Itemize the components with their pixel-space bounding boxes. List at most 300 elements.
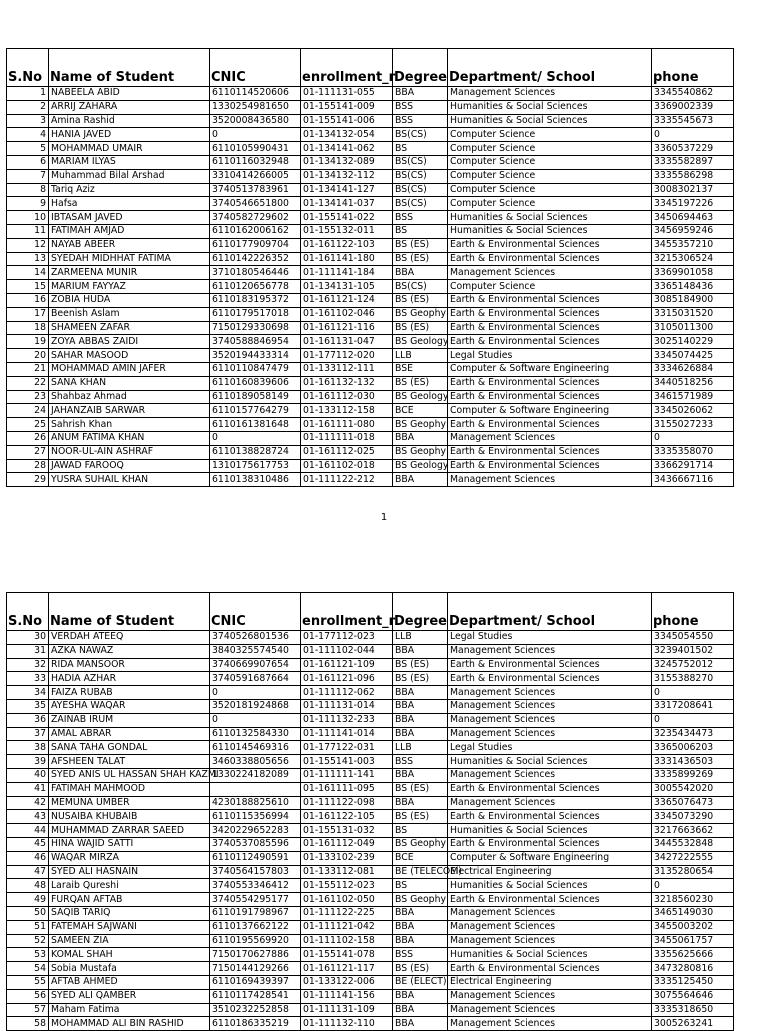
cell-degree: BSE: [393, 362, 448, 376]
header-phone: phone: [652, 49, 734, 87]
cell-cnic: 3740582729602: [210, 211, 301, 225]
cell-sno: 48: [7, 879, 49, 893]
table-row: [7, 376, 734, 390]
cell-degree: BS(CS): [393, 183, 448, 197]
cell-degree: BBA: [393, 431, 448, 445]
table-row: [7, 114, 734, 128]
table-row: [7, 644, 734, 658]
cell-phone: 3008302137: [652, 183, 734, 197]
cell-phone: 3345540862: [652, 87, 734, 101]
cell-cnic: 7150170627886: [210, 948, 301, 962]
cell-sno: 54: [7, 962, 49, 976]
cell-cnic: 6110115356994: [210, 810, 301, 824]
cell-cnic: 6110112490591: [210, 851, 301, 865]
cell-cnic: 3460338805656: [210, 755, 301, 769]
cell-sno: 7: [7, 169, 49, 183]
cell-phone: 3245752012: [652, 658, 734, 672]
table-row: [7, 418, 734, 432]
cell-name: SANA TAHA GONDAL: [49, 741, 210, 755]
cell-sno: 26: [7, 431, 49, 445]
cell-department: Legal Studies: [448, 631, 652, 645]
cell-enrollment: 01-134141-037: [301, 197, 393, 211]
cell-phone: 3335582897: [652, 155, 734, 169]
table-row: [7, 658, 734, 672]
cell-degree: BBA: [393, 796, 448, 810]
cell-phone: 3345026062: [652, 404, 734, 418]
cell-enrollment: 01-155132-011: [301, 224, 393, 238]
cell-enrollment: 01-111141-156: [301, 989, 393, 1003]
cell-name: AZKA NAWAZ: [49, 644, 210, 658]
student-table: [6, 592, 734, 1031]
cell-degree: BS (ES): [393, 238, 448, 252]
cell-cnic: 3520194433314: [210, 349, 301, 363]
cell-sno: 19: [7, 335, 49, 349]
cell-phone: 3105011300: [652, 321, 734, 335]
cell-degree: BS(CS): [393, 280, 448, 294]
cell-sno: 11: [7, 224, 49, 238]
cell-name: ZOBIA HUDA: [49, 293, 210, 307]
cell-enrollment: 01-111112-062: [301, 686, 393, 700]
cell-sno: 21: [7, 362, 49, 376]
cell-degree: BS (ES): [393, 658, 448, 672]
cell-enrollment: 01-111131-014: [301, 699, 393, 713]
cell-degree: BS (ES): [393, 376, 448, 390]
cell-name: SANA KHAN: [49, 376, 210, 390]
cell-enrollment: 01-161121-116: [301, 321, 393, 335]
cell-cnic: 6110110847479: [210, 362, 301, 376]
cell-phone: 3365148436: [652, 280, 734, 294]
cell-department: Management Sciences: [448, 796, 652, 810]
cell-name: Muhammad Bilal Arshad: [49, 169, 210, 183]
cell-phone: 3365006203: [652, 741, 734, 755]
cell-degree: BBA: [393, 1003, 448, 1017]
cell-cnic: 6110186335219: [210, 1017, 301, 1031]
cell-phone: 0: [652, 879, 734, 893]
cell-cnic: 3740554295177: [210, 893, 301, 907]
cell-department: Earth & Environmental Sciences: [448, 252, 652, 266]
cell-cnic: 6110169439397: [210, 975, 301, 989]
cell-name: Sahrish Khan: [49, 418, 210, 432]
cell-name: KOMAL SHAH: [49, 948, 210, 962]
table-row: [7, 755, 734, 769]
cell-name: AYESHA WAQAR: [49, 699, 210, 713]
cell-sno: 16: [7, 293, 49, 307]
cell-enrollment: 01-161102-018: [301, 459, 393, 473]
cell-phone: 3455061757: [652, 934, 734, 948]
cell-name: Maham Fatima: [49, 1003, 210, 1017]
cell-phone: 3315031520: [652, 307, 734, 321]
cell-cnic: 0: [210, 686, 301, 700]
cell-phone: 3355625666: [652, 948, 734, 962]
cell-department: Management Sciences: [448, 87, 652, 101]
cell-enrollment: 01-161122-103: [301, 238, 393, 252]
cell-sno: 12: [7, 238, 49, 252]
cell-sno: 49: [7, 893, 49, 907]
cell-degree: BBA: [393, 473, 448, 487]
cell-phone: 0: [652, 128, 734, 142]
table-row: [7, 390, 734, 404]
cell-sno: 40: [7, 768, 49, 782]
cell-degree: BS Geology: [393, 459, 448, 473]
cell-degree: BS (ES): [393, 672, 448, 686]
cell-sno: 35: [7, 699, 49, 713]
cell-name: ZAINAB IRUM: [49, 713, 210, 727]
cell-degree: BBA: [393, 87, 448, 101]
cell-degree: BS(CS): [393, 128, 448, 142]
cell-degree: BS (ES): [393, 252, 448, 266]
cell-phone: 3369002339: [652, 100, 734, 114]
cell-sno: 34: [7, 686, 49, 700]
cell-department: Earth & Environmental Sciences: [448, 321, 652, 335]
cell-department: Humanities & Social Sciences: [448, 114, 652, 128]
cell-enrollment: 01-111132-110: [301, 1017, 393, 1031]
table-row: [7, 266, 734, 280]
cell-cnic: 6110183195372: [210, 293, 301, 307]
cell-department: Humanities & Social Sciences: [448, 211, 652, 225]
cell-enrollment: 01-177122-031: [301, 741, 393, 755]
cell-phone: 3365076473: [652, 796, 734, 810]
cell-department: Management Sciences: [448, 934, 652, 948]
cell-department: Humanities & Social Sciences: [448, 948, 652, 962]
cell-cnic: 1310175617753: [210, 459, 301, 473]
cell-phone: 3450694463: [652, 211, 734, 225]
cell-phone: 3345054550: [652, 631, 734, 645]
cell-degree: BCE: [393, 851, 448, 865]
cell-sno: 51: [7, 920, 49, 934]
table-row: [7, 224, 734, 238]
header-department: Department/ School: [448, 593, 652, 631]
table-row: [7, 335, 734, 349]
cell-enrollment: 01-161102-050: [301, 893, 393, 907]
cell-phone: 3440518256: [652, 376, 734, 390]
cell-department: Management Sciences: [448, 699, 652, 713]
cell-department: Management Sciences: [448, 473, 652, 487]
cell-cnic: 3420229652283: [210, 824, 301, 838]
cell-enrollment: 01-155141-003: [301, 755, 393, 769]
table-row: [7, 948, 734, 962]
cell-enrollment: 01-155141-078: [301, 948, 393, 962]
cell-degree: BS: [393, 224, 448, 238]
table-row: [7, 183, 734, 197]
cell-department: Computer Science: [448, 197, 652, 211]
cell-department: Computer Science: [448, 183, 652, 197]
cell-phone: 3335358070: [652, 445, 734, 459]
table-row: [7, 445, 734, 459]
cell-enrollment: 01-133112-081: [301, 865, 393, 879]
cell-name: SAHAR MASOOD: [49, 349, 210, 363]
cell-phone: 3217663662: [652, 824, 734, 838]
cell-name: JAWAD FAROOQ: [49, 459, 210, 473]
cell-department: Computer & Software Engineering: [448, 404, 652, 418]
cell-enrollment: 01-177112-020: [301, 349, 393, 363]
cell-cnic: 6110116032948: [210, 155, 301, 169]
cell-department: Earth & Environmental Sciences: [448, 810, 652, 824]
table-row: [7, 672, 734, 686]
cell-phone: 0: [652, 431, 734, 445]
cell-name: SYED ALI QAMBER: [49, 989, 210, 1003]
cell-name: HANIA JAVED: [49, 128, 210, 142]
cell-enrollment: 01-134132-054: [301, 128, 393, 142]
cell-degree: BS(CS): [393, 169, 448, 183]
cell-degree: BS: [393, 824, 448, 838]
cell-phone: 3345074425: [652, 349, 734, 363]
page-number: 1: [380, 512, 388, 523]
table-row: [7, 920, 734, 934]
table-row: [7, 782, 734, 796]
table-row: [7, 87, 734, 101]
table-row: [7, 197, 734, 211]
cell-enrollment: 01-111131-055: [301, 87, 393, 101]
table-row: [7, 962, 734, 976]
cell-phone: 3455003202: [652, 920, 734, 934]
cell-sno: 56: [7, 989, 49, 1003]
cell-enrollment: 01-134132-089: [301, 155, 393, 169]
cell-sno: 28: [7, 459, 49, 473]
table-row: [7, 824, 734, 838]
student-table: [6, 48, 734, 487]
cell-degree: BS Geology: [393, 335, 448, 349]
cell-department: Earth & Environmental Sciences: [448, 335, 652, 349]
cell-name: FATEMAH SAJWANI: [49, 920, 210, 934]
cell-cnic: 6110142226352: [210, 252, 301, 266]
cell-enrollment: 01-133112-158: [301, 404, 393, 418]
cell-phone: 3075564646: [652, 989, 734, 1003]
cell-name: AFSHEEN TALAT: [49, 755, 210, 769]
table-row: [7, 686, 734, 700]
cell-phone: 3465149030: [652, 906, 734, 920]
cell-name: AMAL ABRAR: [49, 727, 210, 741]
cell-name: MOHAMMAD AMIN JAFER: [49, 362, 210, 376]
cell-department: Humanities & Social Sciences: [448, 100, 652, 114]
cell-name: SYED ANIS UL HASSAN SHAH KAZMI: [49, 768, 210, 782]
cell-sno: 44: [7, 824, 49, 838]
cell-sno: 46: [7, 851, 49, 865]
cell-enrollment: 01-161141-180: [301, 252, 393, 266]
cell-phone: 0: [652, 686, 734, 700]
cell-department: Earth & Environmental Sciences: [448, 782, 652, 796]
cell-name: Shahbaz Ahmad: [49, 390, 210, 404]
cell-name: MOHAMMAD UMAIR: [49, 142, 210, 156]
cell-phone: 3455357210: [652, 238, 734, 252]
cell-sno: 3: [7, 114, 49, 128]
table-row: [7, 810, 734, 824]
cell-department: Computer & Software Engineering: [448, 362, 652, 376]
cell-degree: BS (ES): [393, 782, 448, 796]
cell-name: MEMUNA UMBER: [49, 796, 210, 810]
cell-sno: 9: [7, 197, 49, 211]
cell-name: NUSAIBA KHUBAIB: [49, 810, 210, 824]
cell-cnic: 3740553346412: [210, 879, 301, 893]
table-row: [7, 989, 734, 1003]
cell-sno: 36: [7, 713, 49, 727]
cell-cnic: 0: [210, 128, 301, 142]
cell-department: Management Sciences: [448, 727, 652, 741]
header-row: [7, 593, 734, 631]
cell-degree: BBA: [393, 713, 448, 727]
cell-phone: 3085184900: [652, 293, 734, 307]
header-department: Department/ School: [448, 49, 652, 87]
cell-cnic: 6110161381648: [210, 418, 301, 432]
cell-sno: 45: [7, 837, 49, 851]
cell-cnic: 6110120656778: [210, 280, 301, 294]
table-row: [7, 349, 734, 363]
header-name: Name of Student: [49, 593, 210, 631]
cell-enrollment: 01-155112-023: [301, 879, 393, 893]
cell-degree: BBA: [393, 686, 448, 700]
cell-phone: 3345073290: [652, 810, 734, 824]
cell-sno: 6: [7, 155, 49, 169]
cell-cnic: 1330224182089: [210, 768, 301, 782]
cell-degree: BBA: [393, 920, 448, 934]
cell-name: ZARMEENA MUNIR: [49, 266, 210, 280]
cell-department: Management Sciences: [448, 920, 652, 934]
cell-name: NAYAB ABEER: [49, 238, 210, 252]
cell-sno: 50: [7, 906, 49, 920]
cell-enrollment: 01-155141-006: [301, 114, 393, 128]
cell-degree: BS Geophy: [393, 445, 448, 459]
cell-enrollment: 01-134132-112: [301, 169, 393, 183]
cell-degree: BSS: [393, 100, 448, 114]
cell-cnic: 6110145469316: [210, 741, 301, 755]
cell-department: Computer Science: [448, 169, 652, 183]
cell-name: SYEDAH MIDHHAT FATIMA: [49, 252, 210, 266]
cell-name: HADIA AZHAR: [49, 672, 210, 686]
cell-cnic: 3740513783961: [210, 183, 301, 197]
cell-department: Earth & Environmental Sciences: [448, 459, 652, 473]
cell-phone: 3334626884: [652, 362, 734, 376]
cell-degree: LLB: [393, 741, 448, 755]
cell-phone: 0: [652, 713, 734, 727]
table-row: [7, 459, 734, 473]
cell-phone: 3473280816: [652, 962, 734, 976]
cell-department: Management Sciences: [448, 713, 652, 727]
cell-name: HINA WAJID SATTI: [49, 837, 210, 851]
cell-phone: 3335586298: [652, 169, 734, 183]
cell-degree: BE (ELECT): [393, 975, 448, 989]
cell-degree: BS Geology: [393, 390, 448, 404]
cell-cnic: 6110177909704: [210, 238, 301, 252]
cell-name: MOHAMMAD ALI BIN RASHID: [49, 1017, 210, 1031]
cell-enrollment: 01-111102-044: [301, 644, 393, 658]
cell-enrollment: 01-155131-032: [301, 824, 393, 838]
cell-sno: 4: [7, 128, 49, 142]
cell-name: ZOYA ABBAS ZAIDI: [49, 335, 210, 349]
cell-department: Management Sciences: [448, 431, 652, 445]
cell-degree: BSS: [393, 948, 448, 962]
cell-degree: BS Geophy: [393, 837, 448, 851]
cell-sno: 38: [7, 741, 49, 755]
cell-phone: 3461571989: [652, 390, 734, 404]
table-row: [7, 934, 734, 948]
cell-phone: 3215306524: [652, 252, 734, 266]
cell-sno: 33: [7, 672, 49, 686]
cell-enrollment: 01-111111-018: [301, 431, 393, 445]
cell-name: Hafsa: [49, 197, 210, 211]
table-row: [7, 631, 734, 645]
cell-department: Management Sciences: [448, 989, 652, 1003]
cell-department: Management Sciences: [448, 266, 652, 280]
cell-department: Earth & Environmental Sciences: [448, 445, 652, 459]
header-sno: S.No: [7, 593, 49, 631]
cell-enrollment: 01-161121-096: [301, 672, 393, 686]
cell-sno: 31: [7, 644, 49, 658]
cell-enrollment: 01-111122-212: [301, 473, 393, 487]
table-row: [7, 837, 734, 851]
cell-sno: 8: [7, 183, 49, 197]
cell-sno: 18: [7, 321, 49, 335]
cell-cnic: 3740526801536: [210, 631, 301, 645]
cell-department: Management Sciences: [448, 1017, 652, 1031]
cell-enrollment: 01-161122-105: [301, 810, 393, 824]
cell-sno: 52: [7, 934, 49, 948]
cell-degree: BCE: [393, 404, 448, 418]
cell-cnic: 3310414266005: [210, 169, 301, 183]
cell-cnic: 6110132584330: [210, 727, 301, 741]
cell-cnic: 6110114520606: [210, 87, 301, 101]
table-row: [7, 865, 734, 879]
header-enrollment: enrollment_r: [301, 49, 393, 87]
table-row: [7, 252, 734, 266]
cell-sno: 1: [7, 87, 49, 101]
cell-sno: 55: [7, 975, 49, 989]
cell-name: SYED ALI HASNAIN: [49, 865, 210, 879]
cell-department: Computer & Software Engineering: [448, 851, 652, 865]
cell-phone: 3155027233: [652, 418, 734, 432]
cell-cnic: 3740669907654: [210, 658, 301, 672]
cell-department: Humanities & Social Sciences: [448, 755, 652, 769]
cell-cnic: 3740588846954: [210, 335, 301, 349]
cell-degree: BS: [393, 142, 448, 156]
cell-sno: 2: [7, 100, 49, 114]
cell-name: NOOR-UL-AIN ASHRAF: [49, 445, 210, 459]
cell-department: Legal Studies: [448, 741, 652, 755]
cell-cnic: 3740546651800: [210, 197, 301, 211]
cell-degree: BS Geophy: [393, 307, 448, 321]
cell-cnic: 4230188825610: [210, 796, 301, 810]
cell-enrollment: 01-111102-158: [301, 934, 393, 948]
cell-degree: BBA: [393, 768, 448, 782]
table-row: [7, 473, 734, 487]
cell-phone: 3335125450: [652, 975, 734, 989]
cell-phone: 3317208641: [652, 699, 734, 713]
cell-sno: 17: [7, 307, 49, 321]
cell-cnic: 3520181924868: [210, 699, 301, 713]
table-row: [7, 100, 734, 114]
cell-phone: 3235434473: [652, 727, 734, 741]
cell-enrollment: 01-161121-109: [301, 658, 393, 672]
cell-name: VERDAH ATEEQ: [49, 631, 210, 645]
cell-cnic: 7150129330698: [210, 321, 301, 335]
student-table-page-2: [6, 592, 733, 1031]
cell-phone: 3218560230: [652, 893, 734, 907]
cell-name: Amina Rashid: [49, 114, 210, 128]
table-row: [7, 404, 734, 418]
cell-cnic: 6110137662122: [210, 920, 301, 934]
cell-degree: BBA: [393, 644, 448, 658]
cell-sno: 53: [7, 948, 49, 962]
cell-sno: 20: [7, 349, 49, 363]
cell-name: ARRIJ ZAHARA: [49, 100, 210, 114]
cell-degree: BS (ES): [393, 962, 448, 976]
cell-sno: 13: [7, 252, 49, 266]
table-row: [7, 699, 734, 713]
cell-phone: 3239401502: [652, 644, 734, 658]
cell-department: Electrical Engineering: [448, 865, 652, 879]
cell-name: NABEELA ABID: [49, 87, 210, 101]
table-row: [7, 362, 734, 376]
cell-department: Earth & Environmental Sciences: [448, 962, 652, 976]
cell-cnic: [210, 782, 301, 796]
